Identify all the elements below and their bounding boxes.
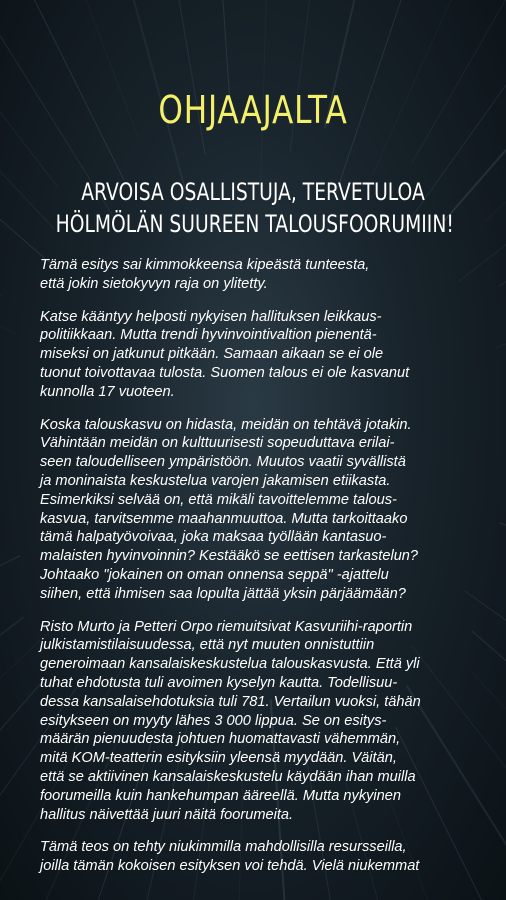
subtitle [55,176,454,240]
paragraph-line: Tämä teos on tehty niukimmilla mahdollisilla resursseilla, [40,839,407,856]
paragraph-line: miseksi on jatkunut pitkään. Samaan aikaan se ei ole [40,346,384,363]
paragraph-line: Esimerkiksi selvää on, että mikäli tavoittelemme talous- [40,491,397,508]
paragraph-line: Risto Murto ja Petteri Orpo riemuitsivat Kasvuriihi-raportin [40,618,413,635]
paragraph-line: politiikkaan. Mutta trendi hyvinvointivaltion pienentä- [40,327,377,344]
paragraph [40,618,480,825]
paragraph [40,256,480,294]
paragraph-line: mitä KOM-teatterin esityksiin yleensä myydään. Väitän, [40,750,397,767]
paragraph-line: Koska talouskasvu on hidasta, meidän on tehtävä jotakin. [40,416,412,433]
paragraph-line: Katse kääntyy helposti nykyisen hallituksen leikkaus- [40,308,382,325]
subtitle-line: HÖLMÖLÄN SUUREEN TALOUSFOORUMIIN! [55,210,454,238]
paragraph-line: Johtaako "jokainen on oman onnensa seppä" -ajattelu [40,566,389,583]
paragraph-line: tuonut toivottavaa tulosta. Suomen talous ei ole kasvanut [40,364,410,381]
paragraph [40,838,480,876]
paragraph-line: siihen, että ihmisen saa lopulta jättää yksin pärjäämään? [40,585,406,602]
paragraph-line: tuhat ehdotusta tuli avoimen kyselyn kautta. Todellisuu- [40,674,398,691]
paragraph-line: malaisten hyvinvoinnin? Kestääkö se eettisen tarkastelun? [40,548,419,565]
paragraph-line: ja moninaista keskustelua varojen jakamisen etiikasta. [40,472,391,489]
paragraph-line: määrän pienuudesta johtuen huomattavasti vähemmän, [40,731,401,748]
paragraph-line: tämä halpatyövoivaa, joka maksaa työllään kantasuo- [40,529,387,546]
paragraph-line: julkistamistilaisuudessa, että nyt muuten onnistuttiin [40,637,375,654]
paragraph-line: seen taloudelliseen ympäristöön. Muutos vaatii syvällistä [40,454,406,471]
paragraph-line: Tämä esitys sai kimmokkeensa kipeästä tunteesta, [40,257,370,273]
subtitle-line: ARVOISA OSALLISTUJA, TERVETULOA [81,178,425,206]
page-title: OHJAAJALTA [158,88,348,132]
paragraph-line: esitykseen on myyty lähes 3 000 lippua. Se on esitys- [40,712,387,729]
paragraph-line: hallitus näivettää juuri näitä foorumeita. [40,806,294,823]
paragraph-line: kasvua, tarvitsemme maahanmuuttoa. Mutta tarkoittaako [40,510,408,527]
paragraph [40,416,480,604]
paragraph-line: että se aktiivinen kansalaiskeskustelu käydään ihan muilla [40,768,416,785]
paragraph-line: Vähintään meidän on kulttuurisesti sopeuduttava erilai- [40,435,395,452]
paragraph-line: dessa kansalaisehdotuksia tuli 781. Vertailun vuoksi, tähän [40,693,421,710]
body-text [40,256,480,890]
paragraph-line: että jokin sietokyvyn raja on ylitetty. [40,275,268,292]
paragraph-line: joilla tämän kokoisen esityksen voi tehdä. Vielä niukemmat [40,858,420,875]
paragraph [40,308,480,402]
paragraph-line: foorumeilla kuin hankehumpan ääreellä. Mutta nykyinen [40,787,402,804]
paragraph-line: generoimaan kansalaiskeskustelua talouskasvusta. Että yli [40,656,420,673]
paragraph-line: kunnolla 17 vuoteen. [40,383,175,400]
